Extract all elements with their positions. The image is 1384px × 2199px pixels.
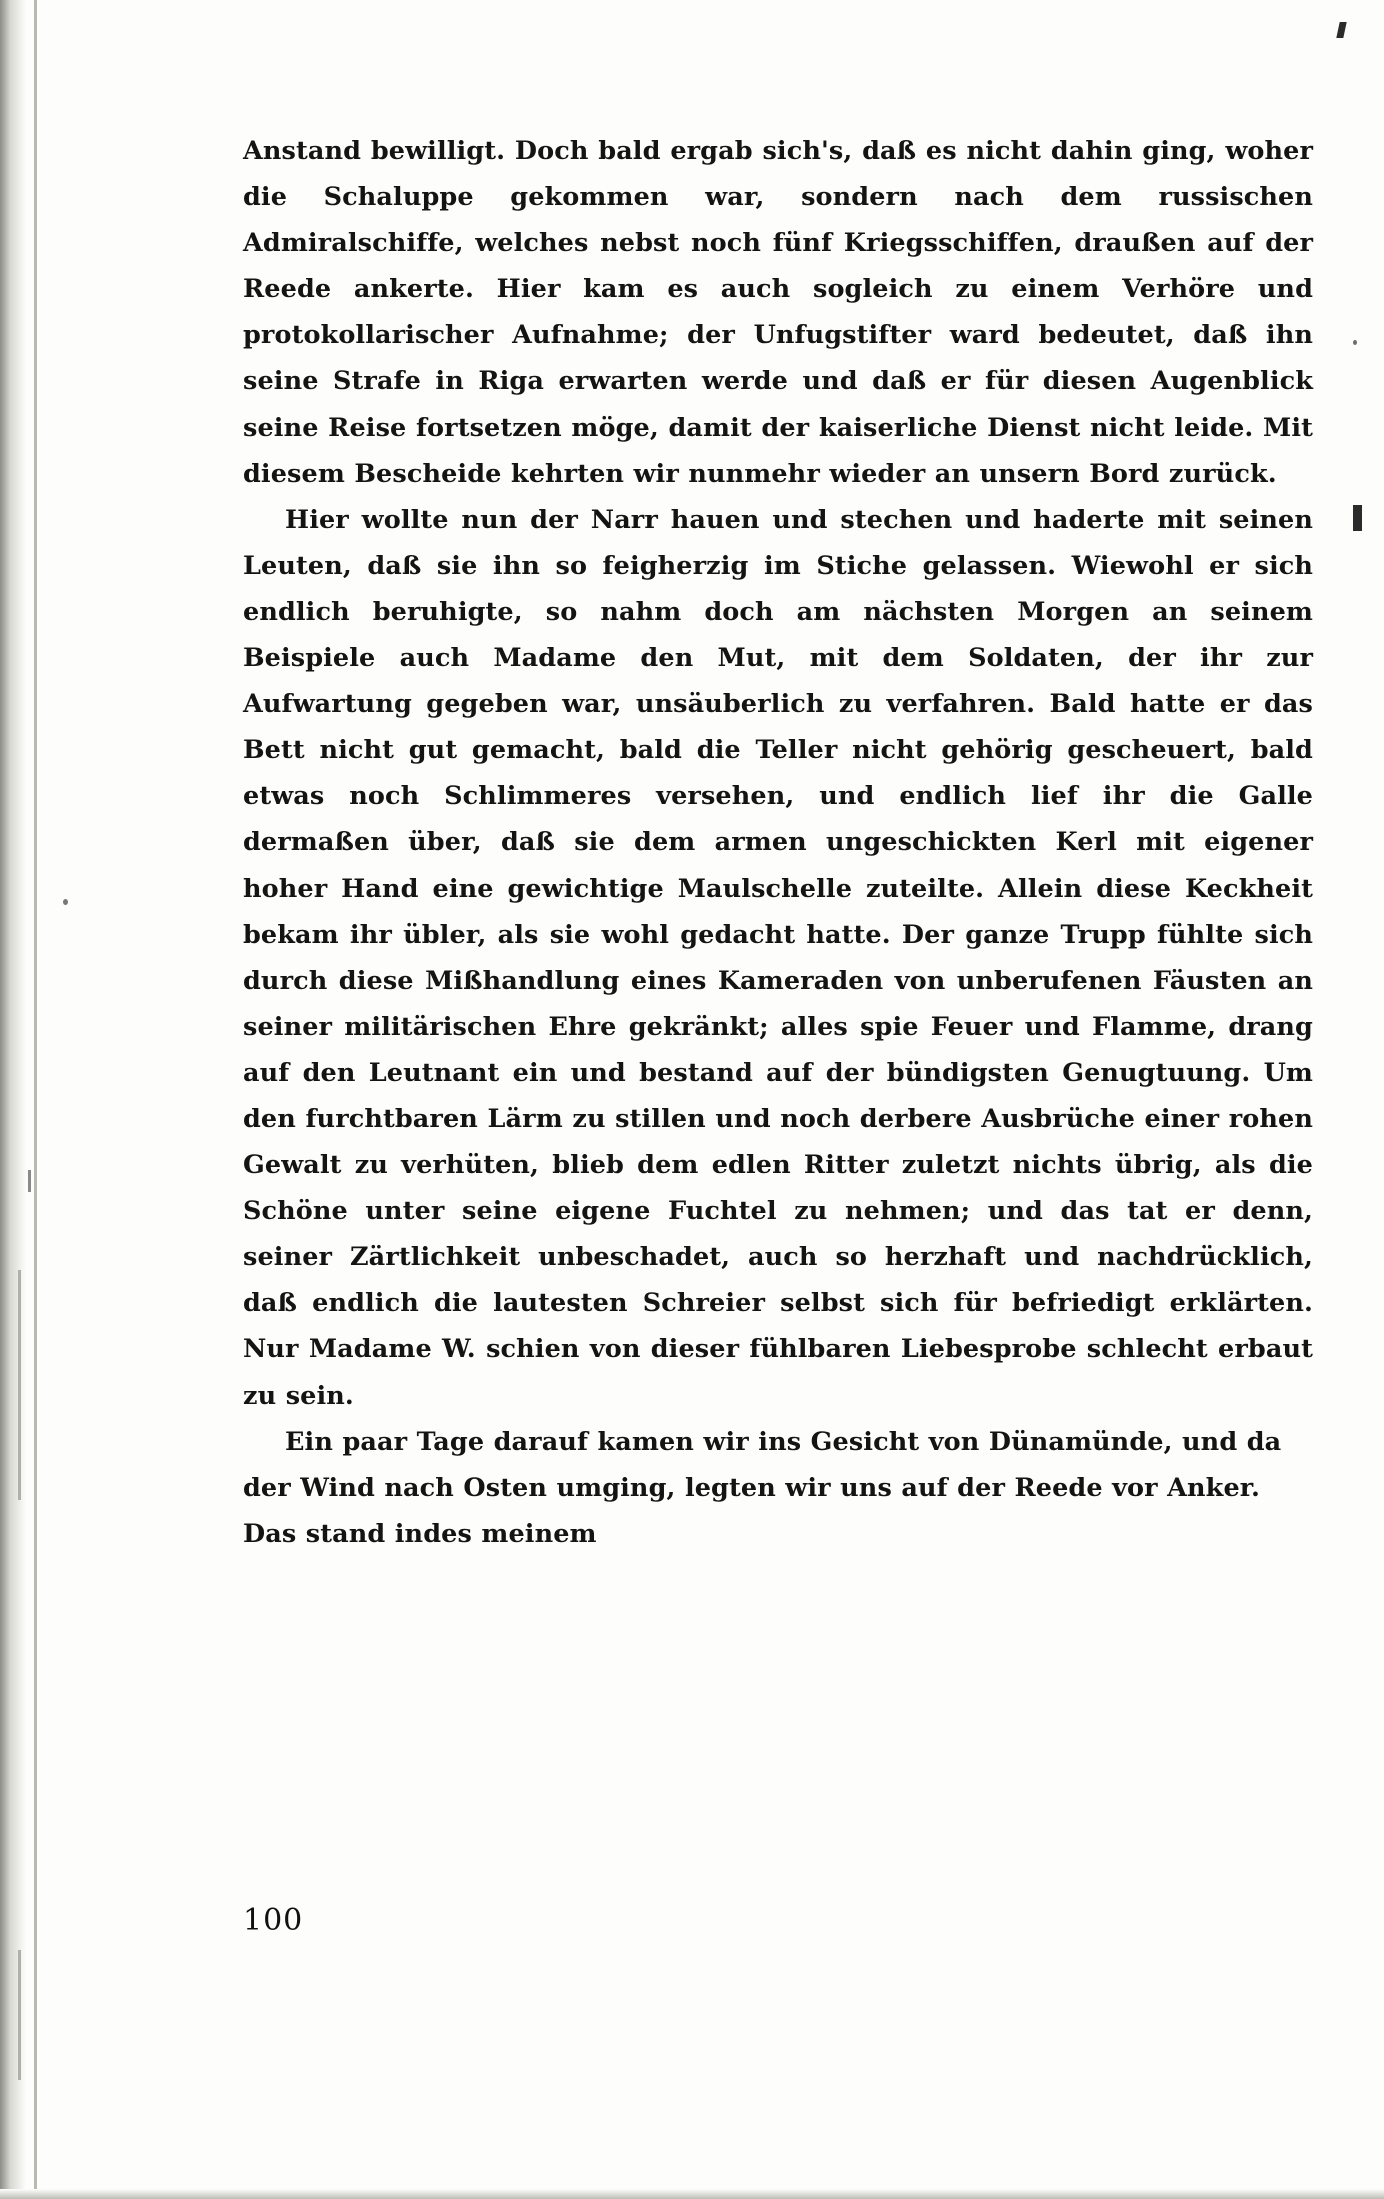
scan-edge-shadow — [0, 0, 26, 2199]
scan-artifact-dot — [1353, 340, 1357, 345]
scan-edge-bottom — [0, 2189, 1384, 2199]
scan-artifact-tick — [28, 1170, 31, 1192]
paragraph: Hier wollte nun der Narr hauen und stechen und haderte mit seinen Leuten, daß sie ihn so feigherzig im Stiche gelassen. Wiewohl er sich endlich beruhigte, so nahm doch am nächsten Morgen an seinem Beispiele auch Madame den Mut, mit dem Soldaten, der ihr zur Aufwartung gegeben war, unsäuberlich zu verfahren. Bald hatte er das Bett nicht gut gemacht, bald die Teller nicht gehörig gescheuert, bald etwas noch Schlimmeres versehen, und endlich lief ihr die Galle dermaßen über, daß sie dem armen ungeschickten Kerl mit eigener hoher Hand eine gewichtige Maulschelle zuteilte. Allein diese Keckheit bekam ihr übler, als sie wohl gedacht hatte. Der ganze Trupp fühlte sich durch diese Mißhandlung eines Kameraden von unberufenen Fäusten an seiner militärischen Ehre gekränkt; alles spie Feuer und Flamme, drang auf den Leutnant ein und bestand auf der bündigsten Genugtuung. Um den furchtbaren Lärm zu stillen und noch derbere Ausbrüche einer rohen Gewalt zu verhüten, blieb dem edlen Ritter zuletzt nichts übrig, als die Schöne unter seine eigene Fuchtel zu nehmen; und das tat er denn, seiner Zärtlichkeit unbeschadet, auch so herzhaft und nachdrücklich, daß endlich die lautesten Schreier selbst sich für befriedigt erklärten. Nur Madame W. schien von dieser fühlbaren Liebesprobe schlecht erbaut zu sein. — [243, 504, 1313, 1411]
paragraph: Anstand bewilligt. Doch bald ergab sich's, daß es nicht dahin ging, woher die Schaluppe gekommen war, sondern nach dem russischen Admiralschiffe, welches nebst noch fünf Kriegsschiffen, draußen auf der Reede ankerte. Hier kam es auch sogleich zu einem Verhöre und protokollarischer Aufnahme; der Unfugstifter ward bedeutet, daß ihn seine Strafe in Riga erwarten werde und daß er für diesen Augenblick seine Reise fortsetzen möge, damit der kaiserliche Dienst nicht leide. Mit diesem Bescheide kehrten wir nunmehr wieder an unsern Bord zurück. — [243, 136, 1313, 489]
page-number: 100 — [243, 1903, 304, 1938]
scan-artifact-line — [18, 1270, 21, 1500]
scan-artifact-line — [18, 1950, 21, 2080]
body-text-column — [243, 128, 1313, 1557]
paragraph: Ein paar Tage darauf kamen wir ins Gesicht von Dünamünde, und da der Wind nach Osten umging, legten wir uns auf der Reede vor Anker. Das stand indes meinem — [243, 1426, 1282, 1549]
scan-artifact-mark — [1336, 22, 1346, 38]
scan-artifact-dot — [63, 899, 68, 905]
scan-binding-line — [34, 0, 37, 2199]
scan-artifact-mark — [1353, 505, 1362, 531]
